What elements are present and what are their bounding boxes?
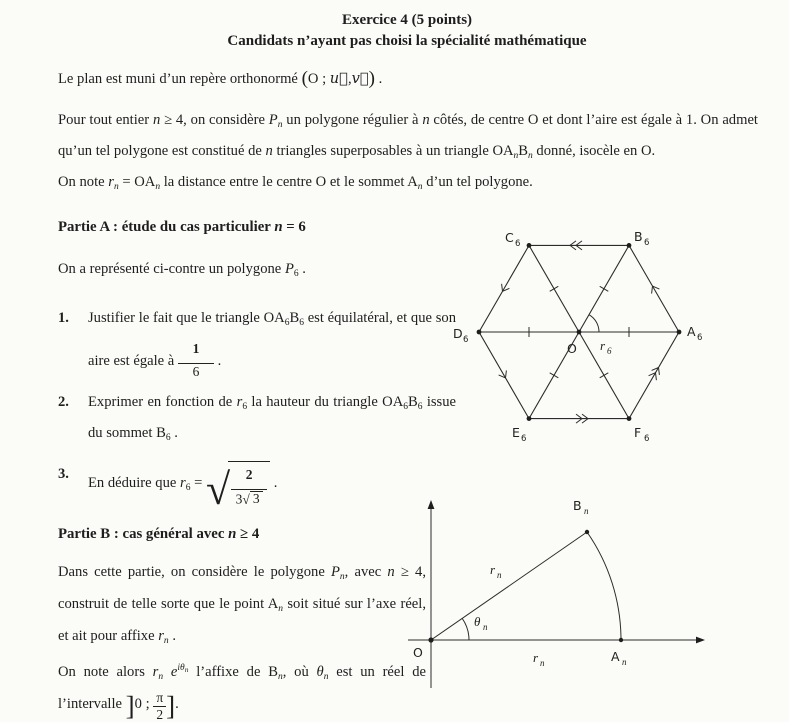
theta-angle-arc — [462, 618, 469, 640]
origin-dot — [428, 637, 433, 642]
radius-label-r6: r — [600, 338, 606, 353]
vertex-label-d6: D — [453, 326, 463, 341]
part-b-paragraph-1: Dans cette partie, on considère le polygone $P_n$, avec n ≥ 4, construit de telle sorte que le point $A_n$ soit situé sur l’axe réel, et ait pour affixe $r_n$ . — [58, 563, 426, 646]
point-label-bn: B — [573, 498, 582, 513]
vertex-label-c6: C — [505, 230, 514, 245]
intro-paragraph-3: On note $r_n = OA_n$ la distance entre le centre O et le sommet $A_n$ d’un tel polygone. — [58, 173, 533, 192]
point-label-an-sub: n — [622, 657, 627, 667]
hexagon-svg — [450, 226, 780, 444]
part-a-question-list — [58, 305, 460, 514]
angle-svg — [400, 492, 745, 697]
radius-label-axis-sub: n — [540, 658, 545, 668]
vertex-label-d6-sub: 6 — [463, 335, 469, 345]
angle-arc — [589, 315, 599, 332]
arc-bn-an — [587, 532, 621, 640]
vertex-label-e6: E — [512, 425, 520, 440]
vertex-label-b6-sub: 6 — [644, 238, 650, 248]
title-line-2: Candidats n’ayant pas choisi la spécialité mathématique — [227, 33, 587, 49]
question-text: Justifier le fait que le triangle $OA_6B_6$ est équilatéral, et que son aire est égale à $\frac{1}{6}$ . — [88, 309, 456, 379]
vertex-label-c6-sub: 6 — [515, 239, 521, 249]
vertex-label-f6-sub: 6 — [644, 434, 650, 444]
question-number: 1. — [58, 309, 69, 326]
x-axis-arrow — [696, 637, 705, 644]
segment-o-bn — [431, 532, 587, 640]
radius-label-r6-sub: 6 — [607, 346, 612, 356]
question-number: 3. — [58, 465, 69, 482]
vertex-label-a6: A — [687, 324, 696, 339]
theta-label-sub: n — [483, 622, 488, 632]
intro-paragraph-1: Le plan est muni d’un repère orthonormé (O ; u⃗,v⃗) . — [58, 68, 383, 89]
vertex-label-a6-sub: 6 — [697, 333, 703, 343]
vertex-label-f6: F — [634, 425, 642, 440]
question-number: 2. — [58, 393, 69, 410]
radius-label-axis: r — [533, 650, 539, 665]
part-a-heading: Partie A : étude du cas particulier n = 6 — [58, 218, 306, 235]
theta-label: θ — [474, 614, 481, 629]
vertex-label-b6: B — [634, 229, 643, 244]
question-text: En déduire que $r_6$ = √ 2 3 √ 3 . — [88, 461, 456, 507]
part-a-intro: On a représenté ci-contre un polygone $P_6$ . — [58, 260, 306, 279]
origin-label-o: O — [413, 645, 423, 660]
vertex-label-e6-sub: 6 — [521, 434, 527, 444]
center-label-o: O — [567, 341, 577, 356]
bn-dot — [585, 530, 589, 534]
point-label-an: A — [611, 649, 620, 664]
question-item-1 — [58, 305, 460, 379]
part-b-paragraph-2: On note alors $r_n$ $e^{i\theta n}$ l’affixe de $B_n$, où $\theta_n$ est un réel de l’intervalle ]0 ; $\frac{\pi}{2}$ ]. — [58, 662, 426, 722]
angle-figure — [400, 492, 745, 702]
radius-label-hyp-sub: n — [497, 570, 502, 580]
question-text: Exprimer en fonction de $r_6$ la hauteur du triangle $OA_6B_6$ issue du sommet $B_6$ . — [88, 393, 457, 443]
exercise-title — [58, 10, 756, 52]
question-item-2 — [58, 389, 460, 451]
point-label-bn-sub: n — [584, 506, 589, 516]
hexagon-figure — [450, 226, 780, 449]
an-dot — [619, 638, 623, 642]
part-b-heading: Partie B : cas général avec n ≥ 4 — [58, 525, 260, 542]
title-line-1: Exercice 4 (5 points) — [341, 12, 473, 28]
y-axis-arrow — [428, 500, 435, 509]
radius-label-hyp: r — [490, 562, 496, 577]
intro-paragraph-2: Pour tout entier n ≥ 4, on considère $P_n$ un polygone régulier à n côtés, de centre O et dont l’aire est égale à 1. On admet qu’un tel polygone est constitué de n triangles superposables à un triangle $OA_nB_n$ donné, isocèle en O. — [58, 111, 758, 161]
